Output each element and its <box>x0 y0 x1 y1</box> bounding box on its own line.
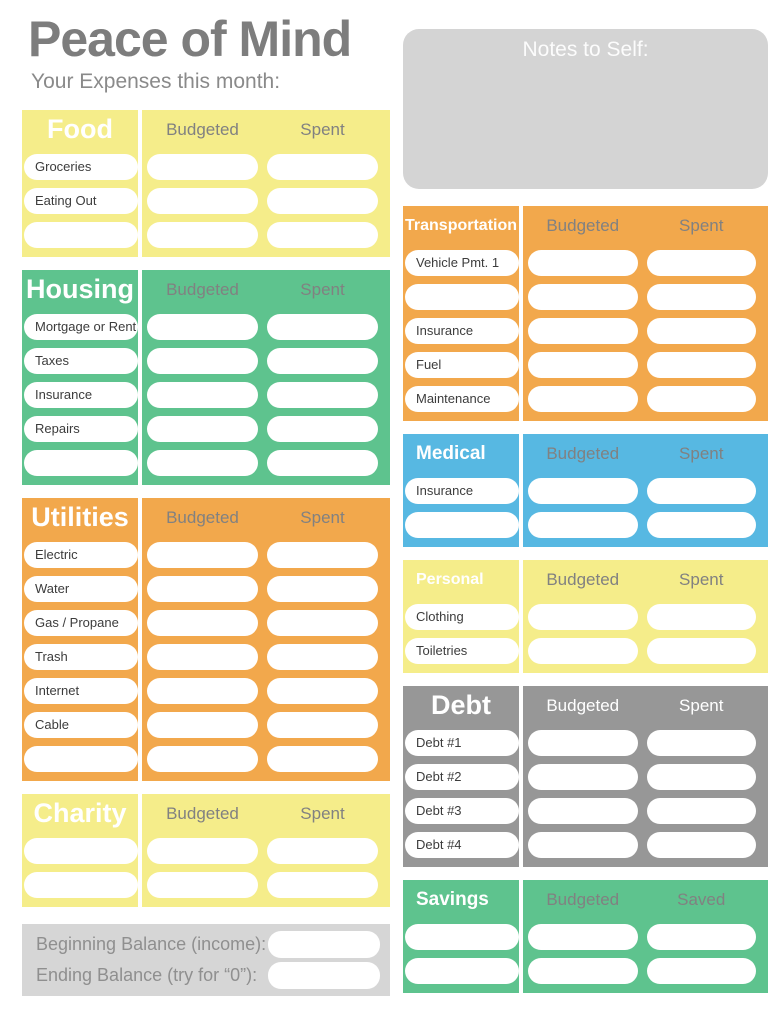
row-label: Maintenance <box>405 386 519 412</box>
spent-header: Spent <box>300 507 345 527</box>
row-label: Fuel <box>405 352 519 378</box>
budgeted-field[interactable] <box>528 604 638 630</box>
budgeted-field[interactable] <box>147 872 258 898</box>
budgeted-header: Budgeted <box>166 279 239 299</box>
row-label: Water <box>24 576 138 602</box>
spent-field[interactable] <box>647 764 757 790</box>
spent-header: Spent <box>679 695 724 715</box>
row-label: Debt #4 <box>405 832 519 858</box>
section-transportation <box>403 206 768 421</box>
budgeted-field[interactable] <box>528 798 638 824</box>
row-label: Vehicle Pmt. 1 <box>405 250 519 276</box>
food-label-column <box>22 110 142 257</box>
debt-value-column <box>523 686 768 867</box>
row-label: Insurance <box>405 318 519 344</box>
budgeted-field[interactable] <box>147 712 258 738</box>
transportation-value-column <box>523 206 768 421</box>
custom-label-field[interactable] <box>24 872 138 898</box>
personal-value-column <box>523 560 768 673</box>
section-personal <box>403 560 768 673</box>
right-column <box>403 29 768 1006</box>
spent-field[interactable] <box>267 416 378 442</box>
budgeted-field[interactable] <box>147 542 258 568</box>
row-label: Insurance <box>24 382 138 408</box>
beginning-balance-field[interactable] <box>268 931 380 958</box>
spent-field[interactable] <box>647 730 757 756</box>
utilities-value-column <box>142 498 390 781</box>
row-label: Cable <box>24 712 138 738</box>
budgeted-field[interactable] <box>528 512 638 538</box>
spent-field[interactable] <box>267 746 378 772</box>
spent-field[interactable] <box>647 512 757 538</box>
spent-field[interactable] <box>267 678 378 704</box>
spent-field[interactable] <box>267 542 378 568</box>
budgeted-header: Budgeted <box>166 507 239 527</box>
medical-value-column <box>523 434 768 547</box>
budgeted-field[interactable] <box>147 610 258 636</box>
budgeted-field[interactable] <box>147 746 258 772</box>
budgeted-header: Budgeted <box>546 695 620 715</box>
section-title-medical: Medical <box>416 442 486 464</box>
personal-label-column <box>403 560 523 673</box>
spent-field[interactable] <box>647 478 757 504</box>
saved-header: Saved <box>677 889 726 909</box>
spent-header: Spent <box>300 119 345 139</box>
budgeted-field[interactable] <box>528 924 638 950</box>
budgeted-field[interactable] <box>528 318 638 344</box>
spent-field[interactable] <box>267 382 378 408</box>
row-label: Electric <box>24 542 138 568</box>
budgeted-field[interactable] <box>528 284 638 310</box>
spent-field[interactable] <box>267 348 378 374</box>
section-title-savings: Savings <box>416 888 489 910</box>
custom-label-field[interactable] <box>24 450 138 476</box>
beginning-balance-label: Beginning Balance (income): <box>36 934 267 954</box>
section-charity <box>22 794 390 907</box>
spent-field[interactable] <box>267 712 378 738</box>
budgeted-header: Budgeted <box>166 803 239 823</box>
saved-field[interactable] <box>647 924 757 950</box>
section-title-debt: Debt <box>431 690 491 720</box>
row-label: Trash <box>24 644 138 670</box>
spent-field[interactable] <box>647 284 757 310</box>
spent-field[interactable] <box>267 838 378 864</box>
budgeted-field[interactable] <box>147 576 258 602</box>
budgeted-field[interactable] <box>147 644 258 670</box>
spent-field[interactable] <box>647 798 757 824</box>
section-debt <box>403 686 768 867</box>
budgeted-field[interactable] <box>147 348 258 374</box>
charity-label-column <box>22 794 142 907</box>
budgeted-field[interactable] <box>528 478 638 504</box>
custom-label-field[interactable] <box>405 284 519 310</box>
page-header <box>28 12 398 94</box>
spent-field[interactable] <box>267 872 378 898</box>
page-title: Peace of Mind <box>28 11 352 67</box>
row-label: Insurance <box>405 478 519 504</box>
budgeted-header: Budgeted <box>546 569 620 589</box>
section-housing <box>22 270 390 485</box>
section-title-housing: Housing <box>26 274 134 304</box>
spent-field[interactable] <box>647 638 757 664</box>
spent-field[interactable] <box>267 610 378 636</box>
spent-field[interactable] <box>267 222 378 248</box>
section-food <box>22 110 390 257</box>
budgeted-field[interactable] <box>147 222 258 248</box>
section-utilities <box>22 498 390 781</box>
food-value-column <box>142 110 390 257</box>
row-label: Toiletries <box>405 638 519 664</box>
spent-header: Spent <box>679 569 724 589</box>
row-label: Debt #2 <box>405 764 519 790</box>
transportation-label-column <box>403 206 523 421</box>
budgeted-field[interactable] <box>147 154 258 180</box>
row-label: Repairs <box>24 416 138 442</box>
debt-label-column <box>403 686 523 867</box>
budgeted-field[interactable] <box>528 250 638 276</box>
budgeted-field[interactable] <box>147 314 258 340</box>
row-label: Mortgage or Rent <box>24 314 138 340</box>
custom-label-field[interactable] <box>405 512 519 538</box>
beginning-balance-row <box>36 931 380 958</box>
row-label: Clothing <box>405 604 519 630</box>
budgeted-header: Budgeted <box>546 443 620 463</box>
notes-area[interactable] <box>403 29 768 189</box>
budgeted-field[interactable] <box>147 188 258 214</box>
budgeted-field[interactable] <box>147 678 258 704</box>
charity-value-column <box>142 794 390 907</box>
section-medical <box>403 434 768 547</box>
section-title-utilities: Utilities <box>31 502 129 532</box>
budgeted-field[interactable] <box>528 352 638 378</box>
row-label: Taxes <box>24 348 138 374</box>
section-title-personal: Personal <box>416 570 484 588</box>
budgeted-header: Budgeted <box>166 119 239 139</box>
housing-value-column <box>142 270 390 485</box>
section-title-charity: Charity <box>33 798 127 828</box>
custom-label-field[interactable] <box>24 838 138 864</box>
spent-field[interactable] <box>647 318 757 344</box>
savings-value-column <box>523 880 768 993</box>
left-column <box>22 110 390 996</box>
spent-field[interactable] <box>647 386 757 412</box>
saved-field[interactable] <box>647 958 757 984</box>
budgeted-field[interactable] <box>147 450 258 476</box>
section-title-food: Food <box>47 114 113 144</box>
budgeted-field[interactable] <box>147 838 258 864</box>
spent-field[interactable] <box>267 188 378 214</box>
row-label: Debt #3 <box>405 798 519 824</box>
section-savings <box>403 880 768 993</box>
budgeted-field[interactable] <box>528 386 638 412</box>
spent-field[interactable] <box>267 576 378 602</box>
custom-label-field[interactable] <box>405 958 519 984</box>
spent-field[interactable] <box>267 314 378 340</box>
custom-label-field[interactable] <box>24 746 138 772</box>
balance-panel <box>22 924 390 996</box>
ending-balance-field[interactable] <box>268 962 380 989</box>
spent-header: Spent <box>679 443 724 463</box>
spent-field[interactable] <box>647 250 757 276</box>
budgeted-header: Budgeted <box>546 215 620 235</box>
medical-label-column <box>403 434 523 547</box>
notes-title: Notes to Self: <box>522 38 649 61</box>
spent-field[interactable] <box>267 644 378 670</box>
row-label: Eating Out <box>24 188 138 214</box>
budgeted-field[interactable] <box>528 832 638 858</box>
ending-balance-row <box>36 962 380 989</box>
housing-label-column <box>22 270 142 485</box>
budgeted-field[interactable] <box>528 958 638 984</box>
row-label: Debt #1 <box>405 730 519 756</box>
budgeted-field[interactable] <box>528 638 638 664</box>
savings-label-column <box>403 880 523 993</box>
page-subtitle: Your Expenses this month: <box>31 70 281 93</box>
spent-field[interactable] <box>267 154 378 180</box>
budgeted-field[interactable] <box>147 382 258 408</box>
row-label: Internet <box>24 678 138 704</box>
budgeted-header: Budgeted <box>546 889 620 909</box>
budgeted-field[interactable] <box>147 416 258 442</box>
custom-label-field[interactable] <box>405 924 519 950</box>
budgeted-field[interactable] <box>528 730 638 756</box>
custom-label-field[interactable] <box>24 222 138 248</box>
utilities-label-column <box>22 498 142 781</box>
spent-field[interactable] <box>647 352 757 378</box>
spent-field[interactable] <box>647 832 757 858</box>
spent-header: Spent <box>300 803 345 823</box>
spent-header: Spent <box>300 279 345 299</box>
section-title-transportation: Transportation <box>405 216 518 234</box>
spent-field[interactable] <box>267 450 378 476</box>
ending-balance-label: Ending Balance (try for “0”): <box>36 965 258 985</box>
spent-field[interactable] <box>647 604 757 630</box>
row-label: Groceries <box>24 154 138 180</box>
budgeted-field[interactable] <box>528 764 638 790</box>
spent-header: Spent <box>679 215 724 235</box>
row-label: Gas / Propane <box>24 610 138 636</box>
